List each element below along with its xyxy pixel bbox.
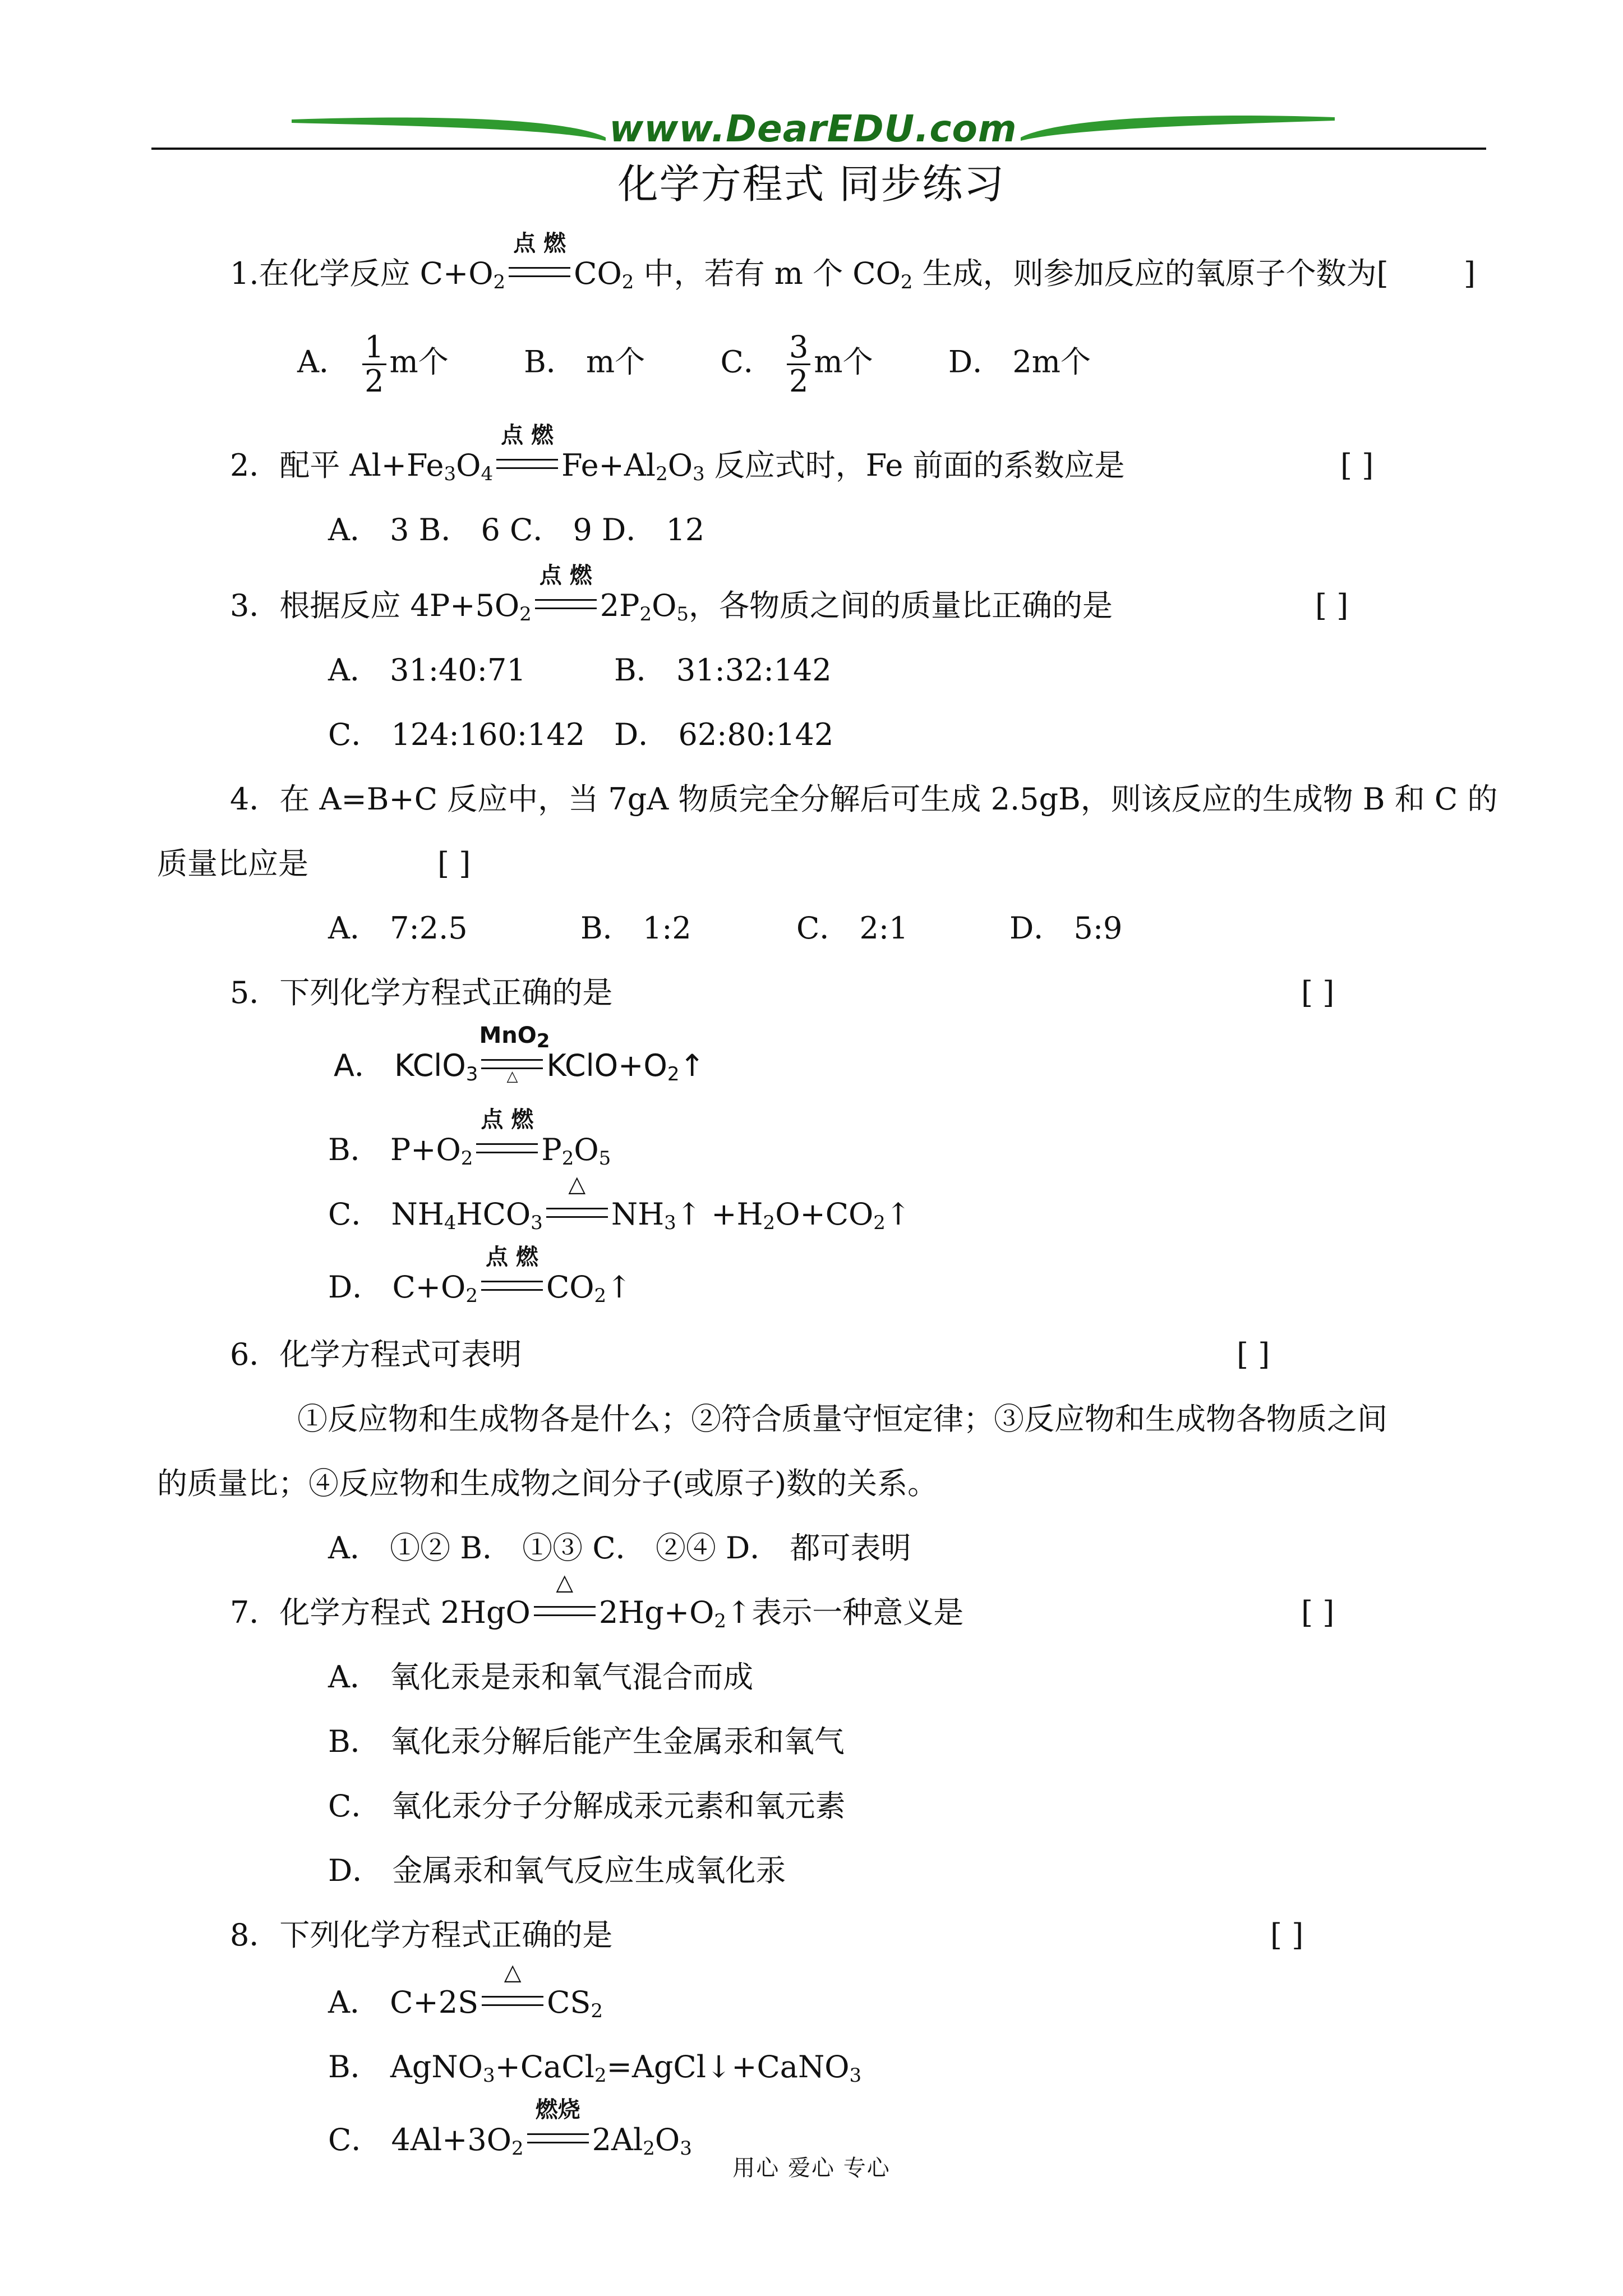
question-8: 8．下列化学方程式正确的是 xyxy=(230,1917,613,1953)
q5-option-b: B． $P+O_2$ 点 燃 $P_2O_5$ xyxy=(328,1107,611,1170)
q3-option-d: D． 62:80:142 xyxy=(614,717,834,752)
fraction: $\frac{3}{2}$ xyxy=(787,331,810,398)
q5-option-d: D． $C+O_2$ 点 燃 $CO_2↑$ xyxy=(328,1244,632,1307)
answer-bracket-close: ] xyxy=(1464,256,1476,291)
q3-option-a: A． 31:40:71 xyxy=(328,652,526,688)
q8-option-b: B． AgNO$_3$+CaCl$_2$=AgCl↓+CaNO$_3$ xyxy=(328,2049,862,2087)
question-3: 3．根据反应 $4P+5O_2$ 点 燃 $2P_2O_5$，各物质之间的质量比正确的是 xyxy=(230,563,1113,625)
q8-option-a: A． C+2S △ $CS_2$ xyxy=(328,1959,603,2022)
q4-option-a: A． 7:2.5 xyxy=(328,910,468,946)
q7-option-b: B． 氧化汞分解后能产生金属汞和氧气 xyxy=(328,1724,845,1759)
q2-options: A． 3 B． 6 C． 9 D． 12 xyxy=(328,512,705,547)
question-6: 6．化学方程式可表明 xyxy=(230,1337,522,1372)
header-rule xyxy=(151,148,1486,150)
question-2: 2．配平 $Al+Fe_3O_4$ 点 燃 $Fe+Al_2O_3$ 反应式时，Fe 前面的系数应是 xyxy=(230,422,1125,485)
q7-option-d: D． 金属汞和氧气反应生成氧化汞 xyxy=(328,1853,786,1888)
answer-bracket: [ ] xyxy=(1237,1337,1270,1372)
q4-option-d: D． 5:9 xyxy=(1009,910,1123,946)
answer-bracket: [ ] xyxy=(1301,975,1335,1010)
fraction: $\frac{1}{2}$ xyxy=(362,331,386,398)
question-6-statement-1: ①反应物和生成物各是什么；②符合质量守恒定律；③反应物和生成物各物质之间 xyxy=(297,1401,1387,1437)
q4-option-b: B． 1:2 xyxy=(580,910,691,946)
q3-option-b: B． 31:32:142 xyxy=(614,652,832,688)
q3-option-c: C． 124:160:142 xyxy=(328,717,585,752)
q4-option-c: C． 2:1 xyxy=(796,910,909,946)
question-5: 5．下列化学方程式正确的是 xyxy=(230,975,613,1010)
q1-options: A． $\frac{1}{2}$ m个 B． m个 C． $\frac{3}{2}$ m个 D． 2m个 xyxy=(297,329,1091,399)
question-4-line-2: 质量比应是 xyxy=(157,846,308,881)
logo-text: www.DearEDU.com xyxy=(609,107,1017,150)
question-6-statement-2: 的质量比；④反应物和生成物之间分子(或原子)数的关系。 xyxy=(157,1466,938,1501)
page-footer: 用心 爱心 专心 xyxy=(732,2155,891,2181)
q6-options: A． ①② B． ①③ C． ②④ D． 都可表明 xyxy=(328,1530,911,1566)
q7-option-a: A． 氧化汞是汞和氧气混合而成 xyxy=(328,1659,754,1695)
q5-option-a: A． KClO$_3$ MnO$_2$ △ $KClO+O_2↑$ xyxy=(334,1023,705,1085)
question-1: 1.在化学反应 $C+O_2$ 点 燃 $CO_2$ 中，若有 m 个 $CO_2$ 生成，则参加反应的氧原子个数为[ xyxy=(230,251,1389,296)
reaction-condition: 点 燃 xyxy=(506,251,573,296)
header-logo xyxy=(292,104,1335,154)
page-title: 化学方程式 同步练习 xyxy=(617,160,1006,208)
answer-bracket: [ ] xyxy=(437,846,471,881)
question-7: 7．化学方程式 2HgO △ $2Hg+O_2↑$表示一种意义是 xyxy=(230,1570,964,1632)
q7-option-c: C． 氧化汞分子分解成汞元素和氧元素 xyxy=(328,1788,846,1824)
answer-bracket: [ ] xyxy=(1270,1917,1304,1953)
q5-option-c: C． $NH_4HCO_3$ △ $NH_3↑$ $+H_2O+CO_2↑$ xyxy=(328,1171,911,1234)
answer-bracket: [ ] xyxy=(1301,1595,1335,1630)
answer-bracket: [ ] xyxy=(1340,448,1374,483)
answer-bracket: [ ] xyxy=(1315,588,1349,623)
q8-option-c: C． $4Al+3O_2$ 燃烧 $2Al_2O_3$ xyxy=(328,2097,692,2160)
question-4-line-1: 4．在 A=B+C 反应中，当 7gA 物质完全分解后可生成 2.5gB，则该反应的生成物 B 和 C 的 xyxy=(230,781,1498,817)
